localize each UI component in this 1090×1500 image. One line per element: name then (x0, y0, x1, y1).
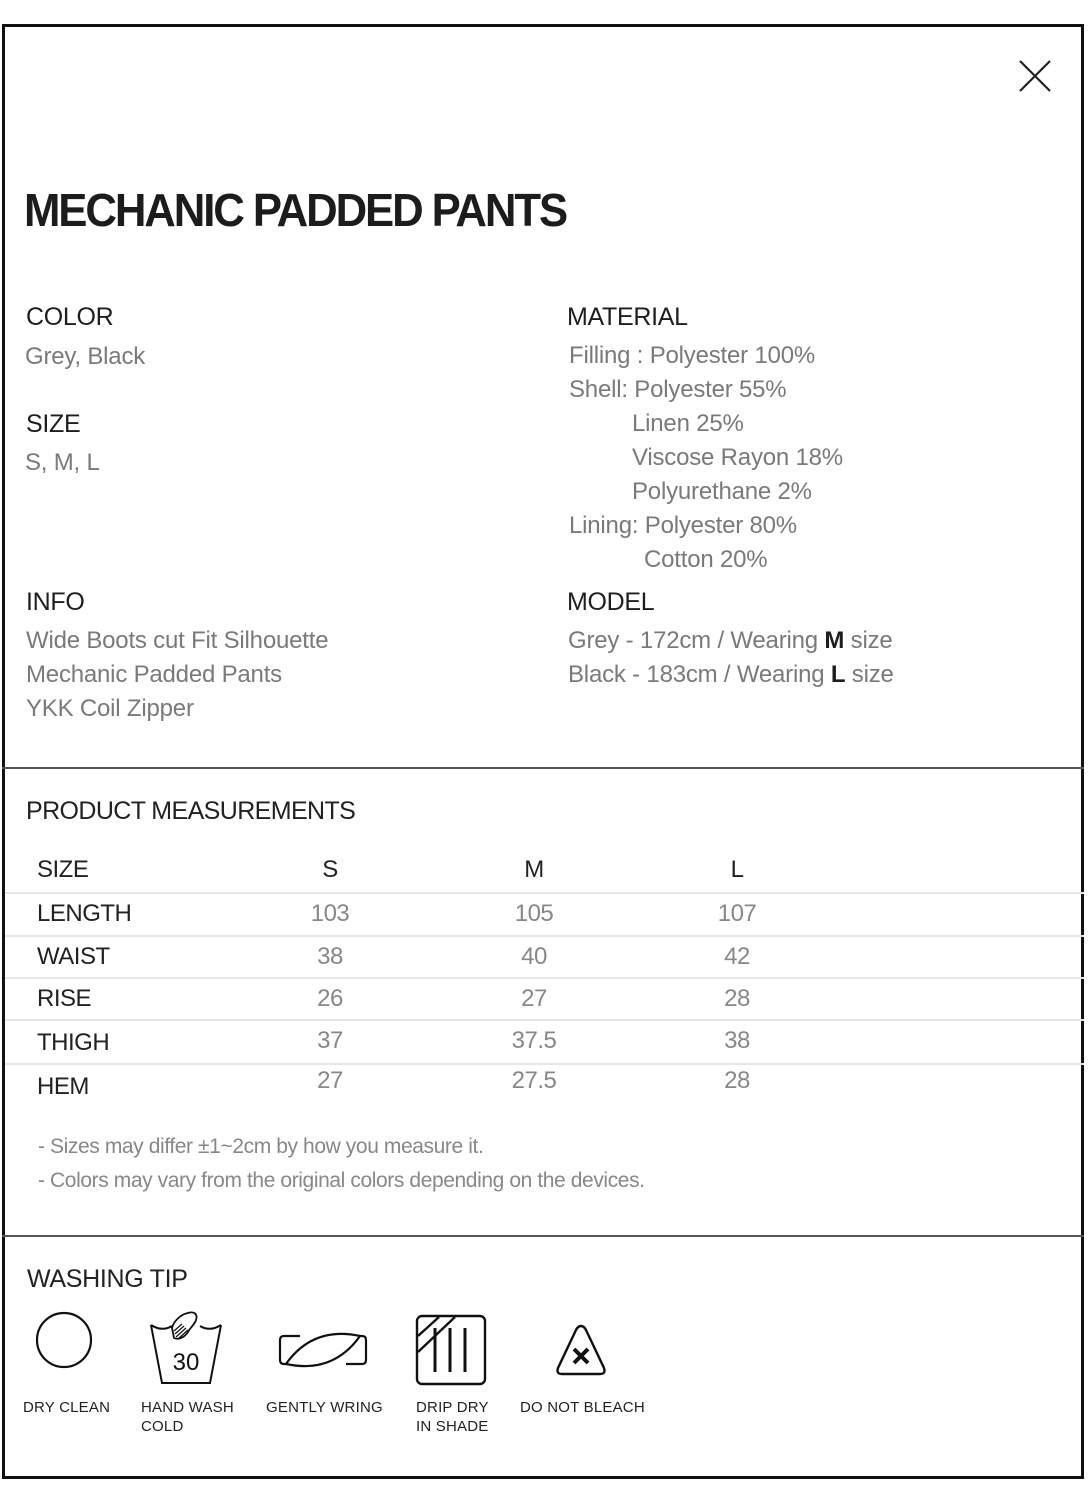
material-line: Filling : Polyester 100% (569, 342, 815, 369)
info-label: INFO (26, 588, 85, 616)
close-icon[interactable] (1015, 56, 1055, 96)
material-label: MATERIAL (567, 303, 688, 331)
table-row: HEM 27 27.5 28 (37, 1067, 750, 1100)
care-label: HAND WASH COLD (141, 1399, 234, 1435)
table-header-row (5, 850, 1084, 894)
care-label: GENTLY WRING (266, 1399, 383, 1416)
info-line: Wide Boots cut Fit Silhouette (26, 627, 329, 654)
care-label: DRIP DRY IN SHADE (416, 1399, 489, 1435)
care-label: DRY CLEAN (23, 1399, 111, 1416)
section-divider (2, 1235, 1084, 1237)
header-cell: S (322, 856, 338, 883)
product-title: MECHANIC PADDED PANTS (24, 184, 567, 236)
info-line: YKK Coil Zipper (26, 695, 194, 722)
note-line: - Colors may vary from the original colors depending on the devices. (38, 1169, 645, 1192)
header-cell: L (730, 856, 744, 883)
material-line: Viscose Rayon 18% (632, 444, 843, 471)
table-row: WAIST 38 40 42 (5, 937, 1084, 979)
material-line: Linen 25% (632, 410, 744, 437)
care-label: DO NOT BLEACH (520, 1399, 645, 1416)
size-value: S, M, L (25, 449, 100, 476)
dry-clean-icon (34, 1310, 94, 1370)
info-lines (26, 624, 328, 726)
care-item-gently-wring (278, 1332, 368, 1368)
color-label: COLOR (26, 303, 114, 331)
svg-text:30: 30 (172, 1349, 200, 1376)
color-value: Grey, Black (25, 343, 146, 370)
product-info-modal (2, 24, 1084, 1479)
note-line: - Sizes may differ ±1~2cm by how you measure it. (38, 1135, 484, 1158)
care-item-drip-dry-shade (415, 1314, 487, 1386)
do-not-bleach-icon (555, 1322, 607, 1378)
care-item-do-not-bleach (555, 1322, 607, 1378)
table-row: RISE 26 27 28 (5, 979, 1084, 1021)
table-row: THIGH 37 37.5 38 (5, 1021, 1084, 1065)
header-cell: M (524, 856, 544, 883)
size-label: SIZE (26, 410, 81, 438)
material-lines (569, 339, 843, 577)
info-line: Mechanic Padded Pants (26, 661, 282, 688)
model-label: MODEL (567, 588, 655, 616)
model-lines (568, 624, 894, 692)
close-button[interactable] (1015, 56, 1055, 96)
measurements-title: PRODUCT MEASUREMENTS (26, 797, 356, 825)
washing-title: WASHING TIP (27, 1265, 188, 1293)
hand-wash-icon (148, 1310, 224, 1388)
table-row: LENGTH 103 105 107 (5, 894, 1084, 937)
care-item-hand-wash (148, 1310, 224, 1388)
model-line: Grey - 172cm / Wearing M size (568, 627, 893, 654)
gently-wring-icon (278, 1332, 368, 1368)
header-cell: SIZE (37, 856, 89, 883)
measurements-table (5, 850, 1084, 1107)
material-line: Polyurethane 2% (632, 478, 812, 505)
measurement-notes (38, 1130, 645, 1198)
care-item-dry-clean (34, 1310, 94, 1370)
material-line: Shell: Polyester 55% (569, 376, 787, 403)
material-line: Cotton 20% (644, 546, 768, 573)
section-divider (2, 767, 1084, 769)
model-line: Black - 183cm / Wearing L size (568, 661, 894, 688)
material-line: Lining: Polyester 80% (569, 512, 797, 539)
drip-dry-shade-icon (415, 1314, 487, 1386)
model-size: L (830, 661, 846, 688)
model-size: M (824, 627, 845, 654)
